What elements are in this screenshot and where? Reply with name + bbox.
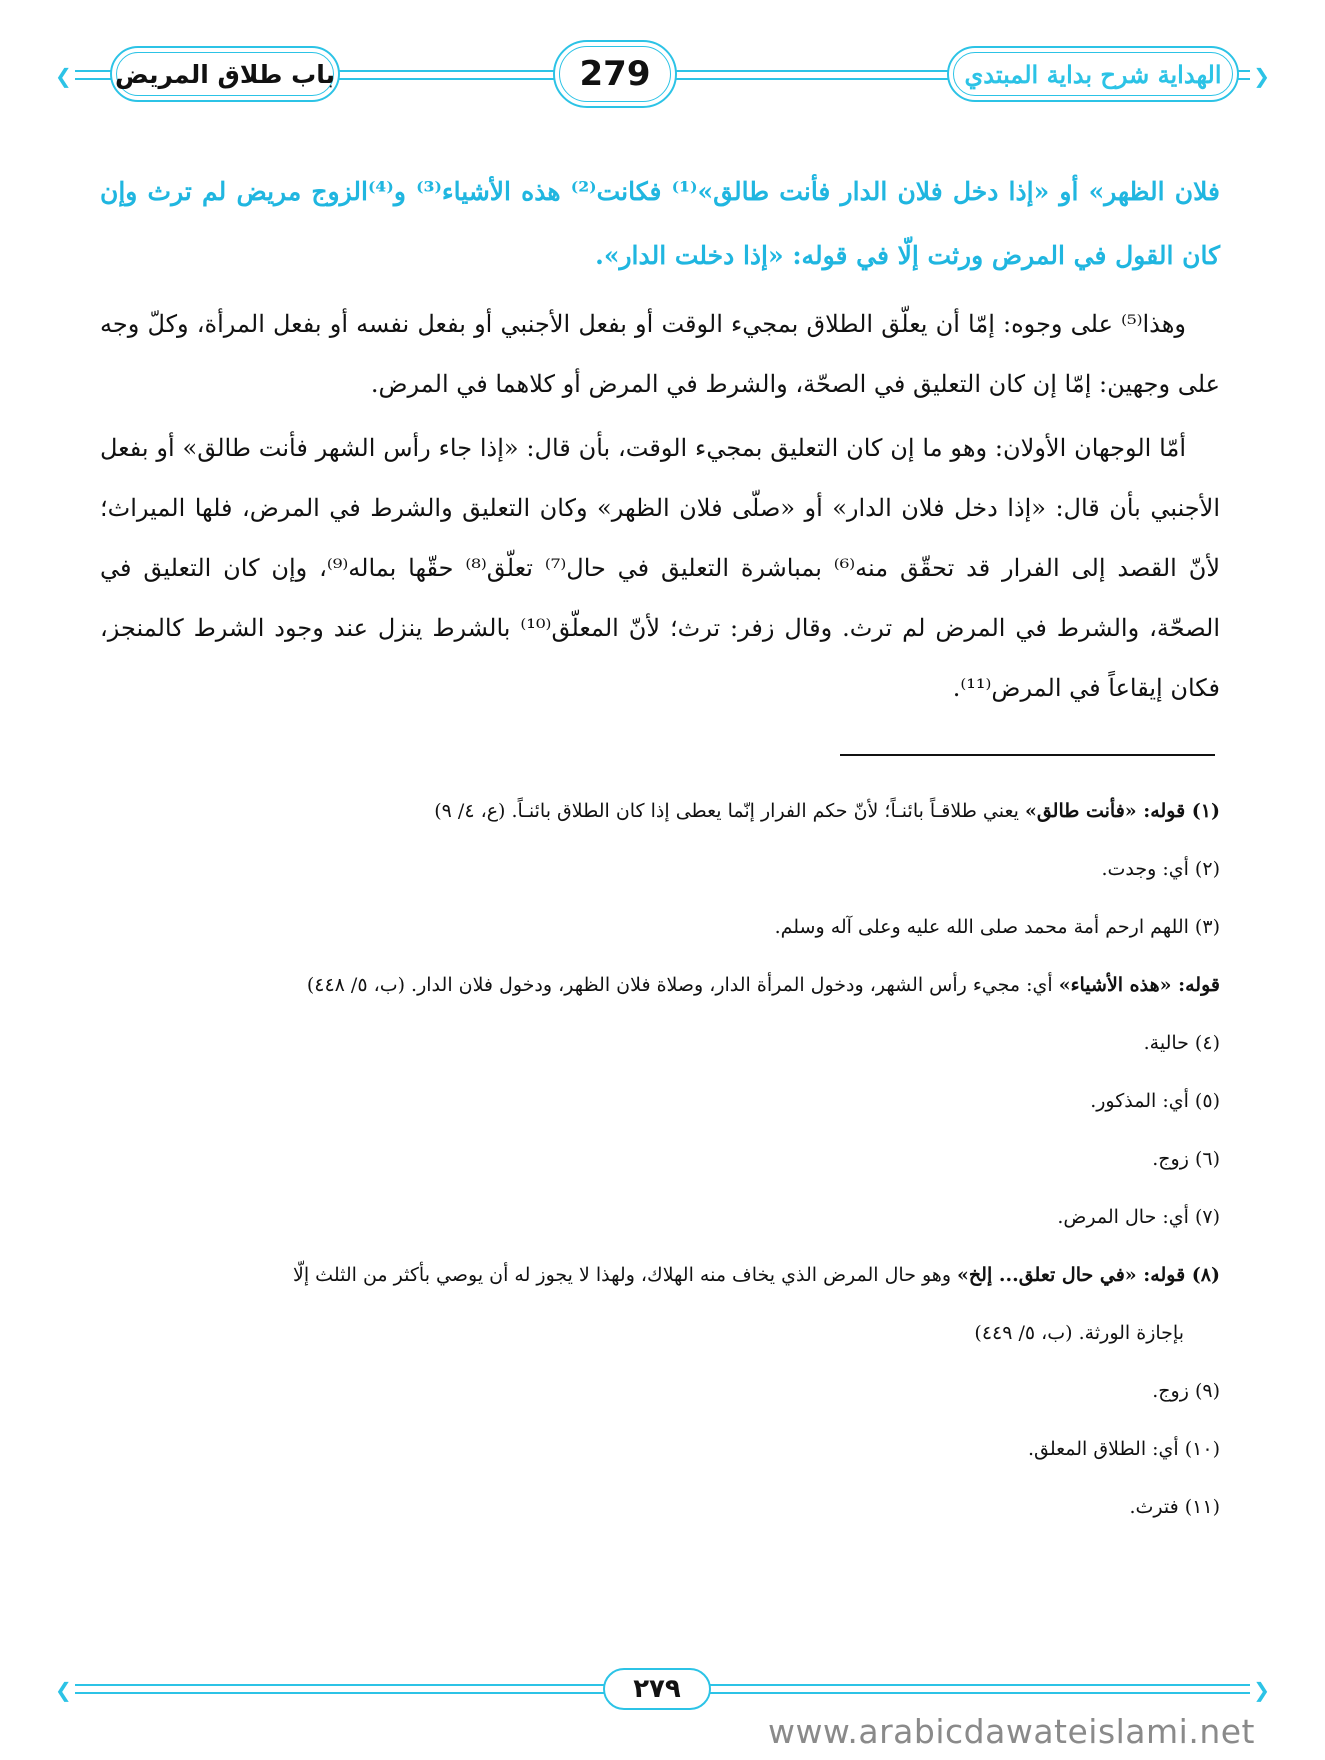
sharh-paragraph: أمّا الوجهان الأولان: وهو ما إن كان التعليق بمجيء الوقت، بأن قال: «إذا جاء رأس الشهر فأنت طالق» أو بفعل الأجنبي بأن قال: «إذا دخل فلان الدار» أو «صلّى فلان الظهر» وكان التعليق والشرط في المرض، فلها الميراث؛ لأنّ القصد إلى الفرار قد تحقّق منه⁽⁶⁾ بمباشرة التعليق في حال⁽⁷⁾ تعلّق⁽⁸⁾ حقّها بماله⁽⁹⁾، وإن كان التعليق في الصحّة، والشرط في المرض لم ترث. وقال زفر: ترث؛ لأنّ المعلّق⁽¹⁰⁾ بالشرط ينزل عند وجود الشرط كالمنجز، فكان إيقاعاً في المرض⁽¹¹⁾.	[100, 434, 1221, 702]
page-number-box	[553, 40, 677, 108]
footnote: (١) قوله: «فأنت طالق» يعني طلاقـاً بائنـاً؛ لأنّ حكم الفرار إنّما يعطى إذا كان الطلاق بائنـاً. (ع، ٤/ ٩)	[434, 800, 1220, 822]
chapter-title: باب طلاق المريض	[115, 59, 335, 89]
footnote: (٧) أي: حال المرض.	[1057, 1206, 1220, 1228]
footnote: (٩) زوج.	[1152, 1380, 1220, 1402]
page-footer	[55, 1668, 1270, 1718]
ornament-icon: ❯	[1253, 64, 1270, 88]
footnote: (٨) قوله: «في حال تعلق... إلخ» وهو حال المرض الذي يخاف منه الهلاك، ولهذا لا يجوز له أن يوصي بأكثر من الثلث إلّا	[293, 1264, 1220, 1286]
footnote: (٢) أي: وجدت.	[1101, 858, 1220, 880]
footnotes	[100, 782, 1220, 1536]
footer-page-number-box	[603, 1668, 711, 1710]
book-title: الهداية شرح بداية المبتدي	[964, 59, 1222, 89]
matn-paragraph: فلان الظهر» أو «إذا دخل فلان الدار فأنت طالق»⁽¹⁾ فكانت⁽²⁾ هذه الأشياء⁽³⁾ و⁽⁴⁾الزوج مريض لم ترث وإن كان القول في المرض ورثت إلّا في قوله: «إذا دخلت الدار».	[100, 177, 1220, 270]
ornament-icon: ❮	[55, 1678, 72, 1702]
footnote: (١١) فترث.	[1129, 1496, 1220, 1518]
website-url: www.arabicdawateislami.net	[767, 1712, 1255, 1751]
page-number: 279	[579, 54, 651, 94]
footer-page-number: ٢٧٩	[633, 1674, 681, 1704]
footnote: (٥) أي: المذكور.	[1090, 1090, 1220, 1112]
footnote: (١٠) أي: الطلاق المعلق.	[1027, 1438, 1220, 1460]
page-header	[55, 40, 1270, 120]
chapter-title-box	[110, 46, 340, 102]
footnote-separator	[840, 754, 1215, 756]
footnote: (٤) حالية.	[1143, 1032, 1220, 1054]
footnote: (٣) اللهم ارحم أمة محمد صلى الله عليه وعلى آله وسلم.	[774, 916, 1220, 938]
footnote: (٦) زوج.	[1152, 1148, 1220, 1170]
ornament-icon: ❯	[1253, 1678, 1270, 1702]
book-title-box	[947, 46, 1239, 102]
footnote: بإجازة الورثة. (ب، ٥/ ٤٤٩)	[974, 1322, 1184, 1344]
ornament-icon: ❮	[55, 64, 72, 88]
footnote: قوله: «هذه الأشياء» أي: مجيء رأس الشهر، ودخول المرأة الدار، وصلاة فلان الظهر، ودخول فلان الدار. (ب، ٥/ ٤٤٨)	[306, 974, 1220, 996]
main-text	[100, 160, 1220, 718]
sharh-paragraph: وهذا⁽⁵⁾ على وجوه: إمّا أن يعلّق الطلاق بمجيء الوقت أو بفعل الأجنبي أو بفعل نفسه أو بفعل المرأة، وكلّ وجه على وجهين: إمّا إن كان التعليق في الصحّة، والشرط في المرض أو كلاهما في المرض.	[100, 310, 1220, 398]
